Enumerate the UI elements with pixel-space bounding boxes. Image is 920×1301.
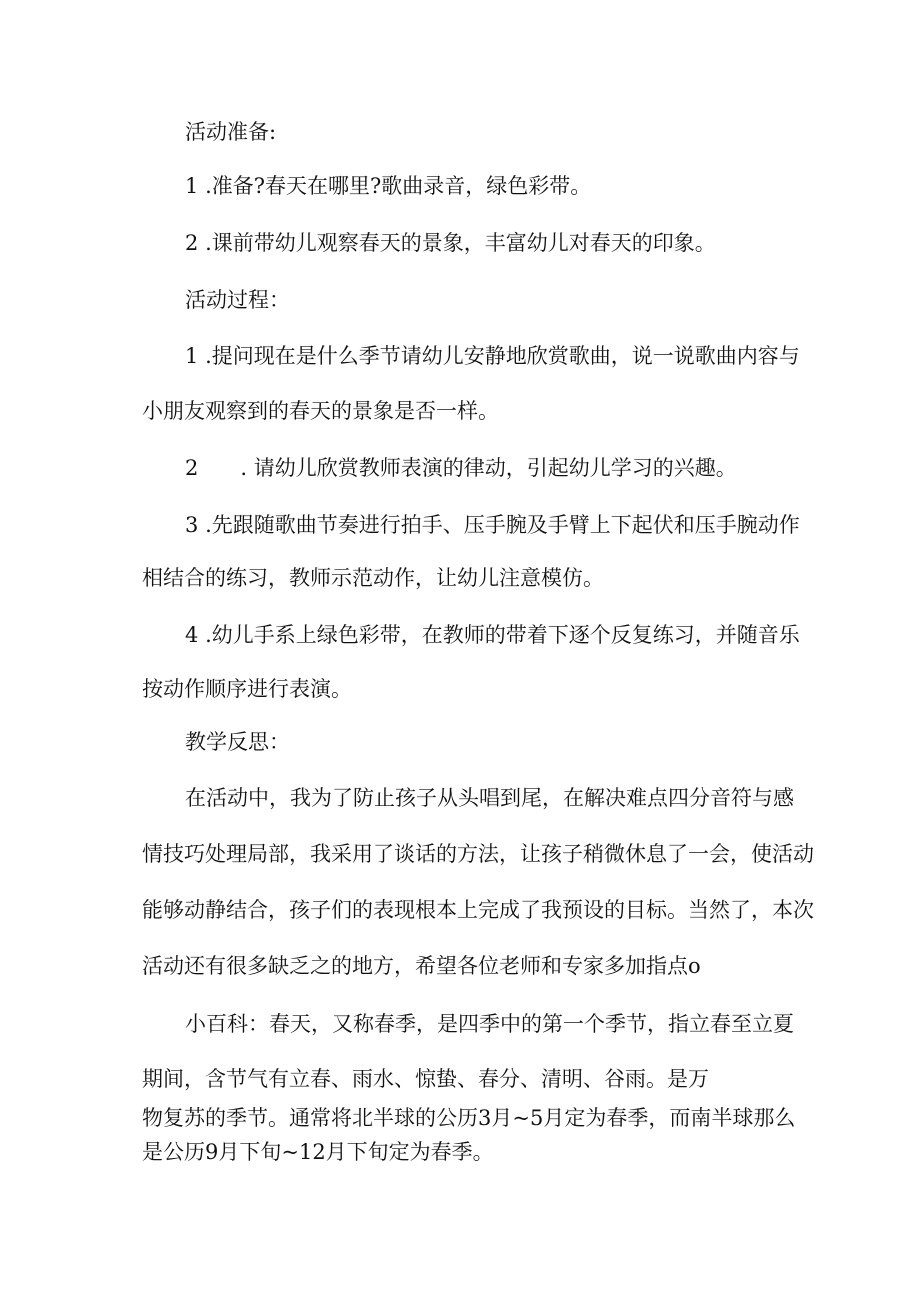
prep-item-2 — [185, 231, 716, 255]
encyclopedia-line-3: 物复苏的季节。通常将北半球的公历3月~5月定为春季，而南半球那么 — [142, 1106, 796, 1130]
process-item-4-text: .幼儿手系上绿色彩带，在教师的带着下逐个反复练习，并随音乐 — [205, 623, 800, 647]
process-item-1-continuation: 小朋友观察到的春天的景象是否一样。 — [142, 399, 499, 423]
process-item-3 — [185, 513, 800, 537]
process-item-1 — [185, 344, 800, 368]
encyclopedia-line-1: 小百科：春天，又称春季，是四季中的第一个季节，指立春至立夏 — [185, 1012, 794, 1036]
process-item-1-number: 1 — [185, 344, 199, 368]
process-item-2-number: 2 — [185, 456, 199, 480]
prep-item-1-number: 1 — [185, 174, 199, 198]
prep-item-2-number: 2 — [185, 231, 199, 255]
reflection-line-4: 活动还有很多缺乏之的地方，希望各位老师和专家多加指点o — [142, 954, 701, 978]
prep-heading: 活动准备: — [185, 120, 277, 144]
process-item-3-continuation: 相结合的练习，教师示范动作，让幼儿注意模仿。 — [142, 566, 604, 590]
prep-item-2-text: .课前带幼儿观察春天的景象，丰富幼儿对春天的印象。 — [205, 231, 716, 255]
reflection-line-1: 在活动中，我为了防止孩子从头唱到尾，在解决难点四分音符与感 — [185, 786, 794, 810]
prep-item-1 — [185, 174, 591, 198]
process-item-1-text: .提问现在是什么季节请幼儿安静地欣赏歌曲，说一说歌曲内容与 — [205, 344, 800, 368]
prep-item-1-text: .准备?春天在哪里?歌曲录音，绿色彩带。 — [205, 174, 592, 198]
process-item-3-number: 3 — [185, 513, 199, 537]
reflection-line-3: 能够动静结合，孩子们的表现根本上完成了我预设的目标。当然了，本次 — [142, 898, 814, 922]
reflection-line-2: 情技巧处理局部，我采用了谈话的方法，让孩子稍微休息了一会，使活动 — [142, 842, 814, 866]
encyclopedia-line-2: 期间，含节气有立春、雨水、惊蛰、春分、清明、谷雨。是万 — [142, 1067, 709, 1091]
process-item-4-continuation: 按动作顺序进行表演。 — [142, 677, 352, 701]
process-item-3-text: .先跟随歌曲节奏进行拍手、压手腕及手臂上下起伏和压手腕动作 — [205, 513, 800, 537]
process-item-2-text: . 请幼儿欣赏教师表演的律动，引起幼儿学习的兴趣。 — [240, 456, 737, 480]
reflection-heading: 教学反思： — [185, 730, 290, 754]
process-item-4-number: 4 — [185, 623, 199, 647]
encyclopedia-line-4: 是公历9月下旬~12月下旬定为春季。 — [142, 1140, 494, 1164]
process-item-4 — [185, 623, 800, 647]
process-item-2 — [185, 456, 737, 480]
process-heading: 活动过程： — [185, 288, 290, 312]
